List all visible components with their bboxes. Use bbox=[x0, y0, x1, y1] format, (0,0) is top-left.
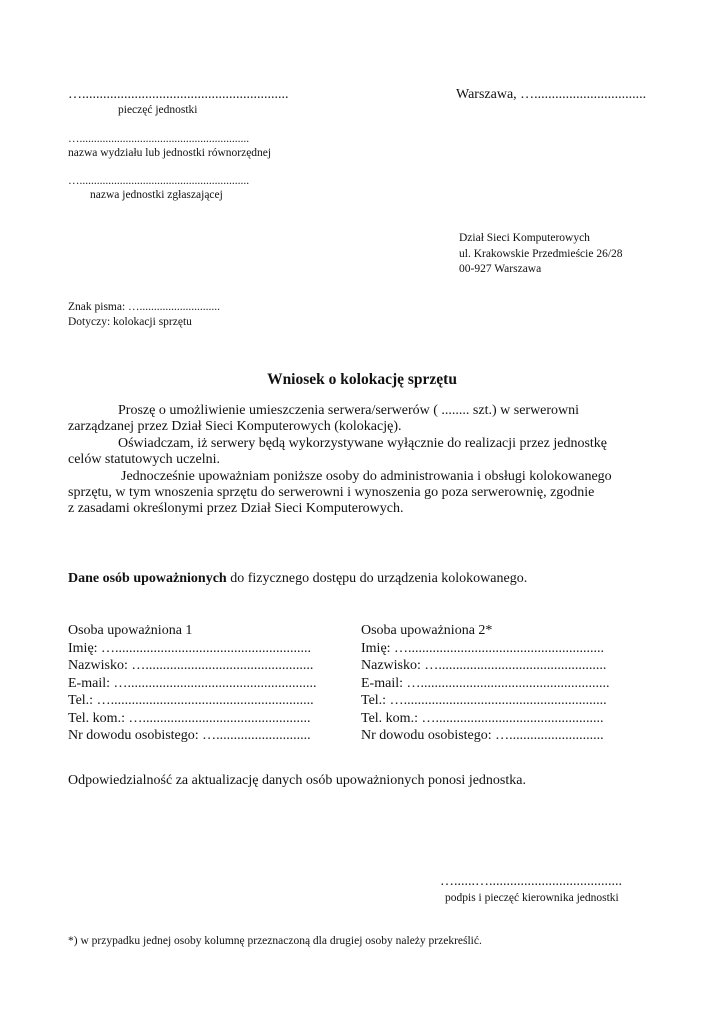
document-title: Wniosek o kolokację sprzętu bbox=[267, 371, 457, 388]
person-2-last-name-field: Nazwisko: …................................................ bbox=[361, 658, 607, 673]
responsibility-statement: Odpowiedzialność za aktualizację danych osób upoważnionych ponosi jednostka. bbox=[68, 773, 526, 788]
signature-label: podpis i pieczęć kierownika jednostki bbox=[445, 892, 619, 904]
person-1-email-field: E-mail: …...................................................... bbox=[68, 675, 317, 691]
recipient-line-3: 00-927 Warszawa bbox=[459, 263, 542, 275]
reference-subject: Dotyczy: kolokacji sprzętu bbox=[68, 316, 192, 328]
person-1-column bbox=[68, 622, 317, 745]
person-2-email-field: E-mail: …...................................................... bbox=[361, 675, 610, 691]
body-text bbox=[68, 403, 668, 518]
person-2-column bbox=[361, 622, 610, 745]
footnote: *) w przypadku jednej osoby kolumnę przeznaczoną dla drugiej osoby należy przekreślić. bbox=[68, 935, 482, 947]
person-1-title: Osoba upoważniona 1 bbox=[68, 623, 193, 638]
person-1-mobile-field: Tel. kom.: …................................................ bbox=[68, 710, 311, 726]
recipient-address bbox=[459, 231, 623, 278]
signature-line: …......…...................................... bbox=[440, 874, 622, 889]
paragraph-1-line-1: Proszę o umożliwienie umieszczenia serwera/serwerów ( ........ szt.) w serwerowni bbox=[118, 403, 580, 418]
paragraph-1-line-2: zarządzanej przez Dział Sieci Komputerowych (kolokację). bbox=[68, 419, 402, 435]
city-date-field: Warszawa, …................................ bbox=[456, 87, 647, 102]
recipient-line-1: Dział Sieci Komputerowych bbox=[459, 232, 590, 244]
stamp-line: …........................................................... bbox=[68, 87, 289, 102]
person-1-first-name-field: Imię: …........................................................ bbox=[68, 640, 312, 656]
person-2-first-name-field: Imię: …........................................................ bbox=[361, 640, 605, 656]
section-heading-rest: do fizycznego dostępu do urządzenia kolokowanego. bbox=[226, 571, 528, 586]
paragraph-3-line-2: sprzętu, w tym wnoszenia sprzętu do serwerowni i wynoszenia go poza serwerownię, zgodnie bbox=[68, 485, 595, 501]
paragraph-3-line-1: Jednocześnie upoważniam poniższe osoby do administrowania i obsługi kolokowanego bbox=[121, 468, 612, 484]
paragraph-3-line-3: z zasadami określonymi przez Dział Sieci Komputerowych. bbox=[68, 501, 404, 517]
section-heading-bold: Dane osób upoważnionych bbox=[68, 571, 227, 586]
unit-line: …........................................................... bbox=[68, 175, 250, 187]
person-1-phone-field: Tel.: ….......................................................... bbox=[68, 693, 314, 708]
person-2-id-field: Nr dowodu osobistego: …........................... bbox=[361, 728, 604, 743]
paragraph-2-line-2: celów statutowych uczelni. bbox=[68, 452, 221, 468]
reference-sign: Znak pisma: …............................ bbox=[68, 301, 221, 313]
person-2-phone-field: Tel.: ….......................................................... bbox=[361, 693, 607, 708]
paragraph-2-line-1: Oświadczam, iż serwery będą wykorzystywane wyłącznie do realizacji przez jednostkę bbox=[118, 435, 608, 451]
person-2-title: Osoba upoważniona 2* bbox=[361, 623, 493, 638]
reference-block bbox=[68, 300, 220, 330]
person-2-mobile-field: Tel. kom.: …................................................ bbox=[361, 710, 604, 726]
unit-label: nazwa jednostki zgłaszającej bbox=[90, 189, 223, 201]
department-label: nazwa wydziału lub jednostki równorzędnej bbox=[68, 147, 272, 159]
stamp-label: pieczęć jednostki bbox=[118, 104, 198, 116]
section-heading bbox=[68, 571, 527, 587]
person-1-last-name-field: Nazwisko: …................................................ bbox=[68, 658, 314, 673]
department-line: …........................................................... bbox=[68, 133, 250, 145]
recipient-line-2: ul. Krakowskie Przedmieście 26/28 bbox=[459, 247, 623, 260]
person-1-id-field: Nr dowodu osobistego: …........................... bbox=[68, 728, 311, 743]
